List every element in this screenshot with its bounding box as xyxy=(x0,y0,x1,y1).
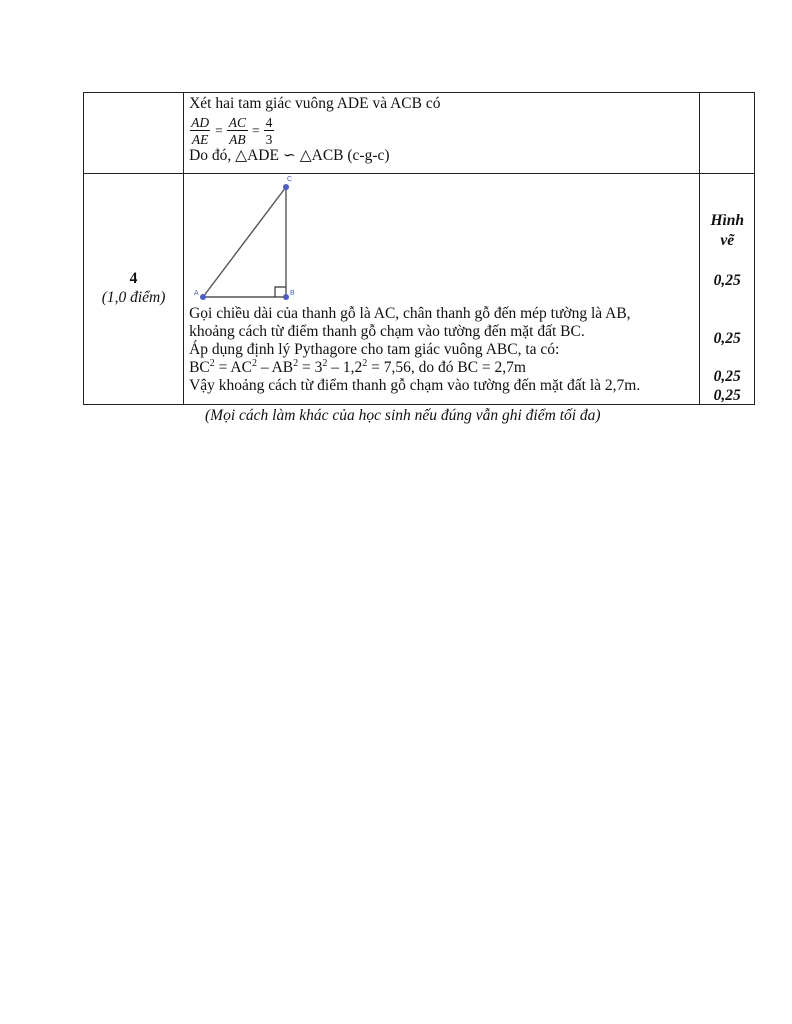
numerator: 4 xyxy=(265,115,273,130)
solution-line: Xét hai tam giác vuông ADE và ACB có xyxy=(189,95,441,112)
exponent: 2 xyxy=(209,357,215,369)
grading-table xyxy=(83,92,755,405)
fraction xyxy=(189,115,211,147)
point-a xyxy=(200,294,206,300)
conclusion-prefix: Do đó, xyxy=(189,147,236,164)
right-triangle-figure xyxy=(194,174,304,304)
exponent: 2 xyxy=(322,357,328,369)
solution-line: khoảng cách từ điểm thanh gỗ chạm vào tường đến mặt đất BC. xyxy=(189,323,585,340)
score-value: 0,25 xyxy=(713,387,741,404)
solution-cell xyxy=(184,174,700,405)
score-value: 0,25 xyxy=(713,272,741,289)
score-value: 0,25 xyxy=(713,330,741,347)
fraction xyxy=(264,115,275,147)
table-row xyxy=(84,93,755,174)
point-b xyxy=(283,294,289,300)
question-points: (1,0 điểm) xyxy=(101,289,166,306)
question-number: 4 xyxy=(129,270,138,287)
label-c: C xyxy=(287,176,293,183)
table-row xyxy=(84,174,755,405)
eq-part: BC xyxy=(189,359,210,376)
solution-cell xyxy=(184,93,700,174)
label-a: A xyxy=(194,290,199,297)
question-cell xyxy=(84,93,184,174)
triangle-acb: △ACB xyxy=(299,147,344,164)
score-value: 0,25 xyxy=(713,368,741,385)
solution-line: Vậy khoảng cách từ điểm thanh gỗ chạm vào tường đến mặt đất là 2,7m. xyxy=(189,377,641,394)
solution-line: Áp dụng định lý Pythagore cho tam giác vuông ABC, ta có: xyxy=(189,341,560,358)
solution-line: Gọi chiều dài của thanh gỗ là AC, chân thanh gỗ đến mép tường là AB, xyxy=(189,305,631,322)
numerator: AD xyxy=(191,115,210,130)
eq-part: = AC xyxy=(214,359,252,376)
numerator: AC xyxy=(228,115,246,130)
denominator: AE xyxy=(191,132,209,147)
denominator: 3 xyxy=(265,132,273,147)
score-label: vẽ xyxy=(720,232,735,249)
segment-ac xyxy=(203,187,286,297)
conclusion-suffix: (c-g-c) xyxy=(343,147,390,164)
exponent: 2 xyxy=(293,357,299,369)
eq-part: = 3 xyxy=(298,359,323,376)
fraction-equation xyxy=(189,115,699,147)
score-label: Hình xyxy=(710,212,745,229)
pythagore-equation xyxy=(189,359,640,377)
equals-sign: = xyxy=(215,123,223,138)
eq-part: – 1,2 xyxy=(327,359,363,376)
footnote: (Mọi cách làm khác của học sinh nếu đúng vẫn ghi điểm tối đa) xyxy=(205,407,601,424)
question-cell xyxy=(84,174,184,405)
point-c xyxy=(283,184,289,190)
denominator: AB xyxy=(229,132,246,147)
label-b: B xyxy=(290,290,295,297)
conclusion-line xyxy=(189,147,699,165)
triangle-ade: △ADE xyxy=(235,147,279,164)
similar-sign: ∽ xyxy=(282,147,296,164)
solution-text xyxy=(189,305,640,395)
score-cell xyxy=(700,93,755,174)
exponent: 2 xyxy=(362,357,368,369)
score-cell xyxy=(700,174,755,405)
eq-part: = 7,56, do đó BC = 2,7m xyxy=(367,359,526,376)
eq-part: – AB xyxy=(256,359,294,376)
fraction xyxy=(227,115,248,147)
equals-sign: = xyxy=(251,123,260,138)
exponent: 2 xyxy=(251,357,257,369)
